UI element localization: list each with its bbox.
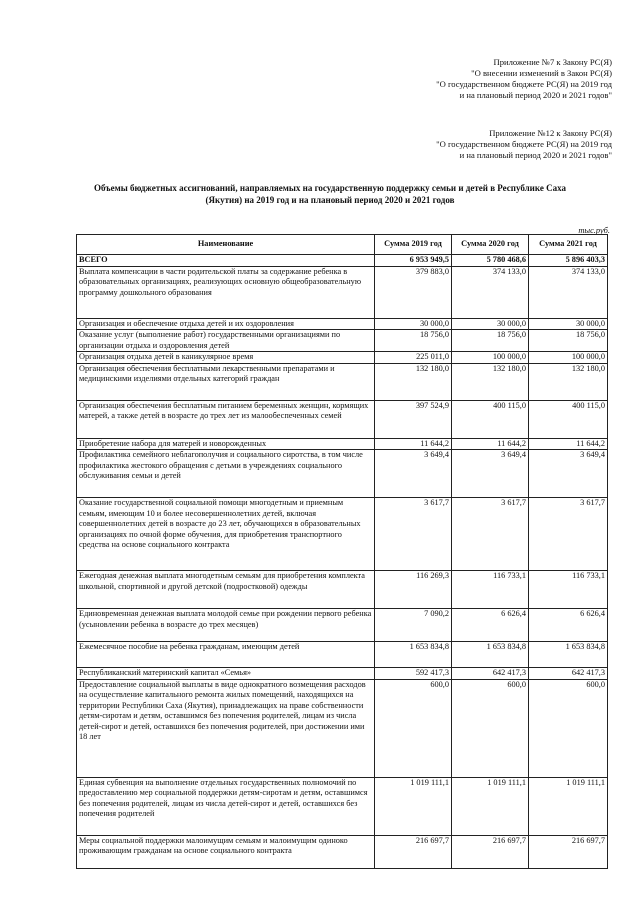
row-name: Предоставление социальной выплаты в виде однократного возмещения расходов на осуществление капитального ремонта жилых помещений, находящихся на территории Республики Саха (Якутия), принадлежащих на праве собственности детям-сиротам и детям, оставшимся без попечения родителей, лицам из числа детей-сирот и детей, оставшихся без попечения родителей, при достижении ими 18 лет	[77, 679, 375, 777]
value-2019: 3 617,7	[375, 498, 452, 571]
value-2020: 6 626,4	[452, 609, 529, 642]
value-2019: 7 090,2	[375, 609, 452, 642]
value-2019: 592 417,3	[375, 668, 452, 680]
table-row	[77, 255, 608, 267]
table-row	[77, 498, 608, 571]
appendix-7-line: "О внесении изменений в Закон РС(Я)	[471, 68, 612, 78]
value-2021: 18 756,0	[529, 330, 608, 352]
table-row	[77, 450, 608, 498]
value-2020: 132 180,0	[452, 363, 529, 400]
value-2020: 374 133,0	[452, 266, 529, 318]
value-2019: 18 756,0	[375, 330, 452, 352]
value-2019: 30 000,0	[375, 318, 452, 330]
value-2020: 400 115,0	[452, 400, 529, 438]
table-row	[77, 642, 608, 668]
table-row	[77, 363, 608, 400]
value-2020: 600,0	[452, 679, 529, 777]
value-2021: 400 115,0	[529, 400, 608, 438]
value-2020: 642 417,3	[452, 668, 529, 680]
row-name: Организация отдыха детей в каникулярное время	[77, 352, 375, 364]
value-2021: 3 649,4	[529, 450, 608, 498]
value-2021: 3 617,7	[529, 498, 608, 571]
value-2021: 5 896 403,3	[529, 255, 608, 267]
value-2020: 1 653 834,8	[452, 642, 529, 668]
value-2021: 600,0	[529, 679, 608, 777]
row-name: Единовременная денежная выплата молодой семье при рождении первого ребенка (усыновлении ребенка в возрасте до трех месяцев)	[77, 609, 375, 642]
units-label: тыс.руб.	[578, 226, 610, 235]
header-2021: Сумма 2021 год	[529, 235, 608, 255]
value-2019: 3 649,4	[375, 450, 452, 498]
table-row	[77, 679, 608, 777]
table-row	[77, 400, 608, 438]
value-2019: 132 180,0	[375, 363, 452, 400]
value-2019: 116 269,3	[375, 571, 452, 609]
document-title: Объемы бюджетных ассигнований, направляемых на государственную поддержку семьи и детей в Республике Саха (Якутия) на 2019 год и на плановый период 2020 и 2021 годов	[94, 183, 566, 205]
header-2020: Сумма 2020 год	[452, 235, 529, 255]
row-name: Приобретение набора для матерей и новорожденных	[77, 438, 375, 450]
value-2021: 100 000,0	[529, 352, 608, 364]
value-2019: 225 011,0	[375, 352, 452, 364]
value-2021: 11 644,2	[529, 438, 608, 450]
appendix-12-line: и на плановый период 2020 и 2021 годов"	[459, 150, 612, 160]
appendix-7-line: "О государственном бюджете РС(Я) на 2019 год	[436, 79, 612, 89]
value-2020: 30 000,0	[452, 318, 529, 330]
row-name: Ежемесячное пособие на ребенка гражданам, имеющим детей	[77, 642, 375, 668]
value-2020: 3 617,7	[452, 498, 529, 571]
value-2021: 116 733,1	[529, 571, 608, 609]
row-name: Меры социальной поддержки малоимущим семьям и малоимущим одиноко проживающим гражданам на основе социального контракта	[77, 835, 375, 868]
budget-table	[76, 234, 608, 869]
row-name: Организация и обеспечение отдыха детей и их оздоровления	[77, 318, 375, 330]
header-name: Наименование	[77, 235, 375, 255]
table-row	[77, 438, 608, 450]
row-name: Оказание услуг (выполнение работ) государственными организациями по организации отдыха и оздоровления детей	[77, 330, 375, 352]
appendix-7-header	[436, 57, 612, 101]
value-2021: 1 019 111,1	[529, 777, 608, 835]
value-2021: 374 133,0	[529, 266, 608, 318]
table-row	[77, 352, 608, 364]
value-2020: 116 733,1	[452, 571, 529, 609]
appendix-12-line: "О государственном бюджете РС(Я) на 2019 год	[436, 139, 612, 149]
row-name: ВСЕГО	[77, 255, 375, 267]
appendix-12-line: Приложение №12 к Закону РС(Я)	[489, 128, 612, 138]
value-2021: 1 653 834,8	[529, 642, 608, 668]
table-row	[77, 835, 608, 868]
table-row	[77, 266, 608, 318]
value-2020: 1 019 111,1	[452, 777, 529, 835]
value-2020: 3 649,4	[452, 450, 529, 498]
value-2020: 11 644,2	[452, 438, 529, 450]
value-2019: 397 524,9	[375, 400, 452, 438]
value-2021: 30 000,0	[529, 318, 608, 330]
value-2019: 1 653 834,8	[375, 642, 452, 668]
row-name: Организация обеспечения бесплатными лекарственными препаратами и медицинскими изделиями отдельных категорий граждан	[77, 363, 375, 400]
header-2019: Сумма 2019 год	[375, 235, 452, 255]
table-row	[77, 318, 608, 330]
value-2019: 600,0	[375, 679, 452, 777]
table-header-row	[77, 235, 608, 255]
table-row	[77, 668, 608, 680]
value-2020: 216 697,7	[452, 835, 529, 868]
value-2021: 132 180,0	[529, 363, 608, 400]
table-row	[77, 609, 608, 642]
row-name: Оказание государственной социальной помощи многодетным и приемным семьям, имеющим 10 и более несовершеннолетних детей, включая совершеннолетних детей в возрасте до 23 лет, обучающихся в образовательных организациях по очной форме обучения, для приобретения транспортного средства на основе социального контракта	[77, 498, 375, 571]
value-2019: 11 644,2	[375, 438, 452, 450]
row-name: Республиканский материнский капитал «Семья»	[77, 668, 375, 680]
row-name: Единая субвенция на выполнение отдельных государственных полномочий по предоставлению мер социальной поддержки детям-сиротам и детям, оставшимся без попечения родителей, лицам из числа детей-сирот и детей, оставшихся без попечения родителей	[77, 777, 375, 835]
value-2019: 216 697,7	[375, 835, 452, 868]
value-2019: 379 883,0	[375, 266, 452, 318]
appendix-7-line: и на плановый период 2020 и 2021 годов"	[459, 90, 612, 100]
row-name: Профилактика семейного неблагополучия и социального сиротства, в том числе профилактика жестокого обращения с детьми в учреждениях социального обслуживания семьи и детей	[77, 450, 375, 498]
row-name: Выплата компенсации в части родительской платы за содержание ребенка в образовательных организациях, реализующих основную общеобразовательную программу дошкольного образования	[77, 266, 375, 318]
table-row	[77, 571, 608, 609]
appendix-7-line: Приложение №7 к Закону РС(Я)	[493, 57, 612, 67]
table-row	[77, 777, 608, 835]
value-2020: 5 780 468,6	[452, 255, 529, 267]
appendix-12-header	[436, 128, 612, 161]
value-2021: 642 417,3	[529, 668, 608, 680]
value-2019: 1 019 111,1	[375, 777, 452, 835]
value-2019: 6 953 949,5	[375, 255, 452, 267]
value-2021: 216 697,7	[529, 835, 608, 868]
value-2021: 6 626,4	[529, 609, 608, 642]
value-2020: 100 000,0	[452, 352, 529, 364]
table-row	[77, 330, 608, 352]
value-2020: 18 756,0	[452, 330, 529, 352]
row-name: Организация обеспечения бесплатным питанием беременных женщин, кормящих матерей, а также детей в возрасте до трех лет из малообеспеченных семей	[77, 400, 375, 438]
row-name: Ежегодная денежная выплата многодетным семьям для приобретения комплекта школьной, спортивной и другой детской (подростковой) одежды	[77, 571, 375, 609]
